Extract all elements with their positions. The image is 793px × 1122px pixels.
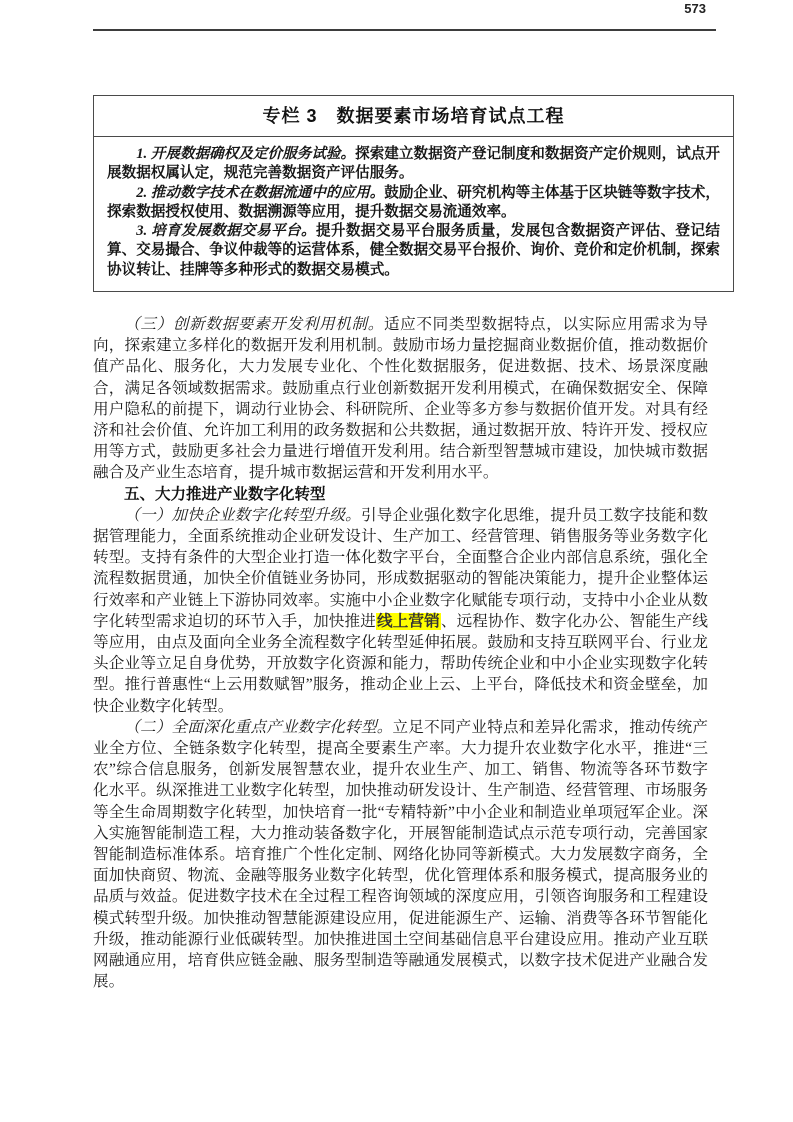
main-text (93, 314, 708, 993)
column-box-item-3 (107, 222, 720, 280)
paragraph-section-3 (93, 314, 708, 484)
item-3-lead: 3. 培育发展数据交易平台。 (136, 223, 316, 240)
header-rule (93, 29, 716, 31)
column-box-title: 专栏 3 数据要素市场培育试点工程 (94, 96, 733, 137)
paragraph-3-lead: （三）创新数据要素开发利用机制。 (124, 316, 384, 333)
paragraph-2-text: 立足不同产业特点和差异化需求，推动传统产业全方位、全链条数字化转型，提高全要素生产率。大力提升农业数字化水平，推进“三农”综合信息服务，创新发展智慧农业，提升农业生产、加工、销售、物流等各环节数字化水平。纵深推进工业数字化转型，加快推动研发设计、生产制造、经营管理、市场服务等全生命周期数字化转型，加快培育一批“专精特新”中小企业和制造业单项冠军企业。深入实施智能制造工程，大力推动装备数字化，开展智能制造试点示范专项行动，完善国家智能制造标准体系。培育推广个性化定制、网络化协同等新模式。大力发展数字商务，全面加快商贸、物流、金融等服务业数字化转型，优化管理体系和服务模式，提高服务业的品质与效益。促进数字技术在全过程工程咨询领域的深度应用，引领咨询服务和工程建设模式转型升级。加快推动智慧能源建设应用，促进能源生产、运输、消费等各环节智能化升级，推动能源行业低碳转型。加快推进国土空间基础信息平台建设应用。推动产业互联网融通应用，培育供应链金融、服务型制造等融通发展模式，以数字技术促进产业融合发展。 (93, 718, 708, 991)
column-box-item-2 (107, 184, 720, 223)
item-2-lead: 2. 推动数字技术在数据流通中的应用。 (136, 184, 385, 201)
item-3-text: 提升数据交易平台服务质量，发展包含数据资产评估、登记结算、交易撮合、争议仲裁等的运营体系，健全数据交易平台报价、询价、竞价和定价机制，探索协议转让、挂牌等多种形式的数据交易模式。 (107, 223, 720, 278)
paragraph-2-lead: （二）全面深化重点产业数字化转型。 (124, 718, 393, 736)
paragraph-1-text-before: 引导企业强化数字化思维，提升员工数字技能和数据管理能力，全面系统推动企业研发设计、生产加工、经营管理、销售服务等业务数字化转型。支持有条件的大型企业打造一体化数字平台，全面整合企业内部信息系统，强化全流程数据贯通，加快全价值链业务协同，形成数据驱动的智能决策能力，提升企业整体运行效率和产业链上下游协同效率。实施中小企业数字化赋能专项行动，支持中小企业从数字化转型需求迫切的环节入手，加快推进 (93, 506, 708, 630)
item-1-lead: 1. 开展数据确权及定价服务试验。 (136, 146, 356, 162)
highlighted-text: 线上营销 (376, 612, 440, 630)
paragraph-1-lead: （一）加快企业数字化转型升级。 (124, 506, 361, 524)
paragraph-1-text-after: 、远程协作、数字化办公、智能生产线等应用，由点及面向全业务全流程数字化转型延伸拓展。鼓励和支持互联网平台、行业龙头企业等立足自身优势，开放数字化资源和能力，帮助传统企业和中小企业实现数字化转型。推行普惠性“上云用数赋智”服务，推动企业上云、上平台，降低技术和资金壁垒，加快企业数字化转型。 (93, 612, 708, 715)
section-heading-5: 五、大力推进产业数字化转型 (124, 485, 326, 503)
paragraph-3-text: 适应不同类型数据特点，以实际应用需求为导向，探索建立多样化的数据开发利用机制。鼓励市场力量挖掘商业数据价值，推动数据价值产品化、服务化，大力发展专业化、个性化数据服务，促进数据、技术、场景深度融合，满足各领域数据需求。鼓励重点行业创新数据开发利用模式，在确保数据安全、保障用户隐私的前提下，调动行业协会、科研院所、企业等多方参与数据价值开发。对具有经济和社会价值、允许加工利用的政务数据和公共数据，通过数据开放、特许开发、授权应用等方式，鼓励更多社会力量进行增值开发利用。结合新型智慧城市建设，加快城市数据融合及产业生态培育，提升城市数据运营和开发利用水平。 (93, 316, 708, 482)
column-box-item-1 (107, 145, 720, 184)
page-number: 573 (684, 1, 706, 16)
column-box-body (94, 137, 733, 291)
item-1-text: 探索建立数据资产登记制度和数据资产定价规则，试点开展数据权属认定，规范完善数据资产评估服务。 (107, 146, 720, 182)
paragraph-section-1 (93, 505, 708, 717)
item-2-text: 鼓励企业、研究机构等主体基于区块链等数字技术，探索数据授权使用、数据溯源等应用，提升数据交易流通效率。 (107, 184, 720, 220)
column-box (93, 95, 734, 292)
paragraph-section-2 (93, 717, 708, 993)
